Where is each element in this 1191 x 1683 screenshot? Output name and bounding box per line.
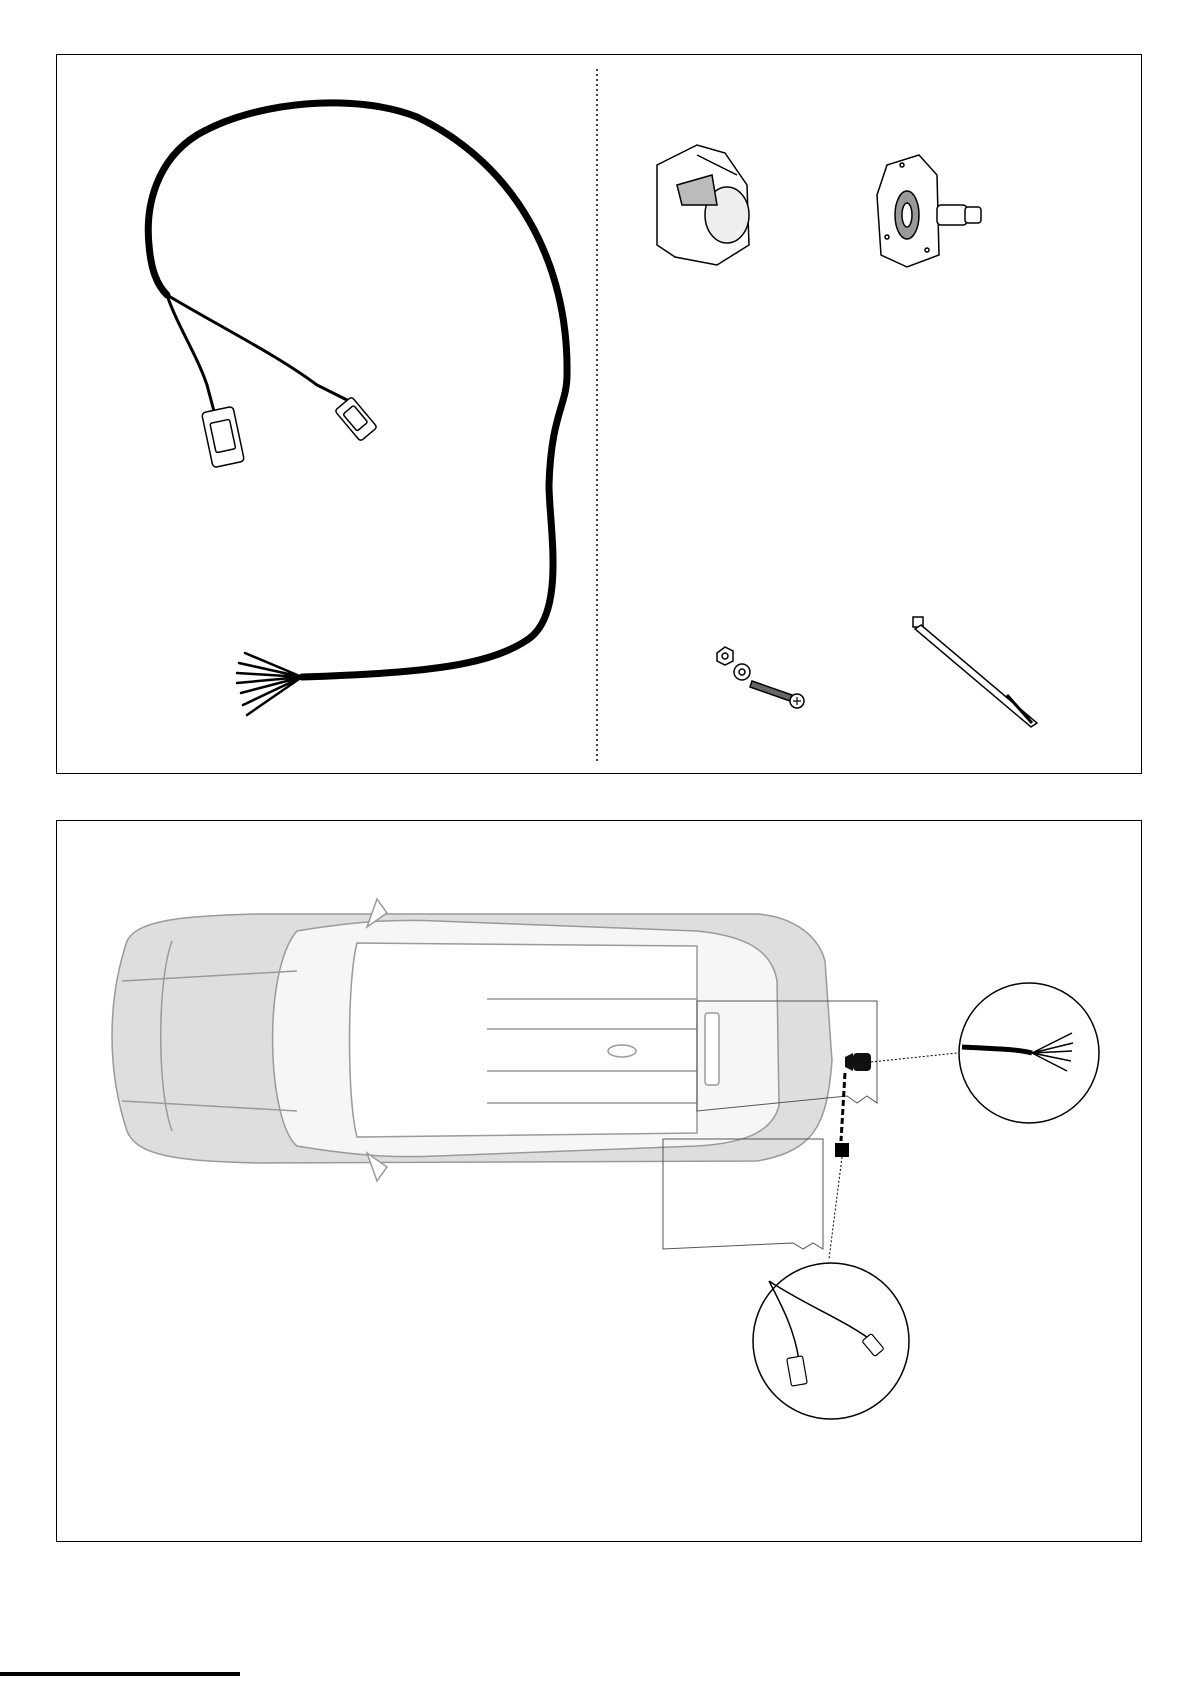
installation-panel [56,820,1142,1542]
harness-route-line [841,1073,845,1141]
connector-location-marker [835,1143,849,1157]
callout-line-connector [829,1157,842,1259]
bolt-nut-washer-icon [717,647,804,708]
socket-icon [657,145,749,265]
socket-mount-icon [845,1053,871,1071]
wire-ends-detail [959,983,1099,1123]
kit-contents-panel [56,54,1142,774]
socket-seal-icon [877,155,981,267]
cable-tie-icon [913,617,1037,727]
footer-rule [0,1672,240,1676]
kit-contents-illustration [57,55,1143,775]
callout-line-socket [871,1053,957,1062]
connector-icon [202,397,378,468]
connector-detail [753,1263,909,1419]
installation-illustration [57,821,1143,1543]
